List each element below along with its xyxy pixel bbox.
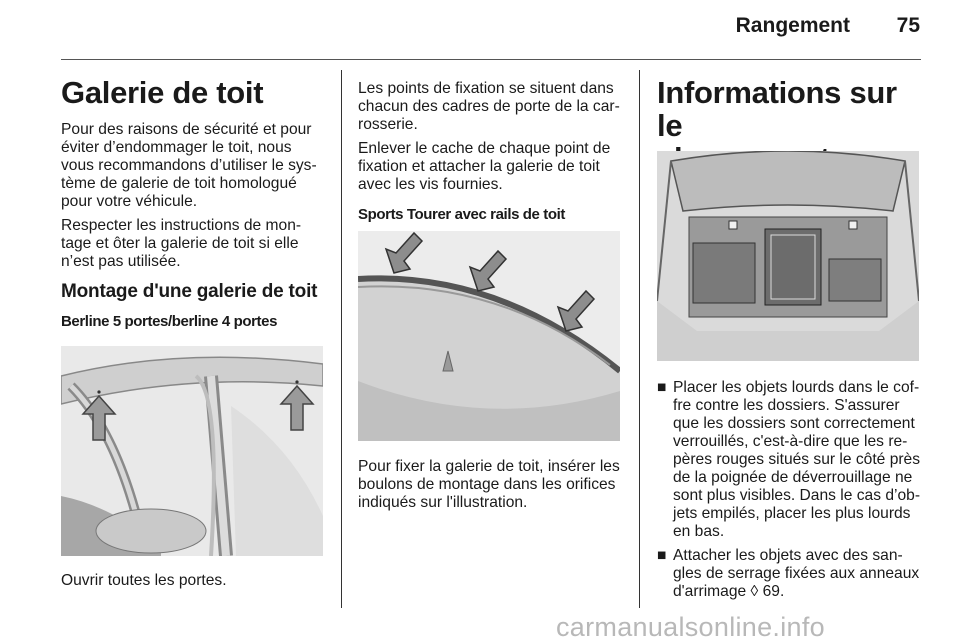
section-title: Galerie de toit bbox=[61, 75, 264, 110]
attach-paragraph: Enlever le cache de chaque point de fixation et attacher la galerie de toit avec les vis fournies. bbox=[358, 140, 611, 193]
instruction-paragraph: Respecter les instructions de mon- tage et ôter la galerie de toit si elle n’est pas utilisée. bbox=[61, 217, 302, 270]
trunk-loading-illustration bbox=[657, 151, 919, 361]
page-reference-icon: ◊ bbox=[750, 583, 759, 600]
column-rule-1 bbox=[341, 70, 342, 608]
variant-heading-sports-tourer: Sports Tourer avec rails de toit bbox=[358, 206, 565, 223]
page-reference-link[interactable]: 69. bbox=[762, 583, 785, 600]
left-caption: Ouvrir toutes les portes. bbox=[61, 572, 227, 589]
bolt-paragraph: Pour fixer la galerie de toit, insérer les boulons de montage dans les orifices indiqués sur l'illustration. bbox=[358, 458, 620, 511]
left-caption-block bbox=[61, 572, 333, 590]
left-column bbox=[61, 76, 333, 331]
intro-paragraph: Pour des raisons de sécurité et pour éviter d’endommager le toit, nous vous recommandons d’utiliser le sys- tème de galerie de toit homologué pour votre véhicule. bbox=[61, 121, 317, 210]
bullet-square: ■ bbox=[657, 547, 667, 564]
variant-heading: Berline 5 portes/berline 4 portes bbox=[61, 313, 278, 330]
page-number: 75 bbox=[896, 14, 920, 37]
list-item: ■ Placer les objets lourds dans le cof- fre contre les dossiers. S'assurer que les dossiers sont correctement verrouillés, c'est-à-dire que les re- pères rouges situés sur le côté près de la poignée de déverrouillage ne sont plus visibles. Dans le cas d’ob- jets empilés, placer les plus lourds en bas. bbox=[657, 379, 921, 540]
subsection-title: Montage d'une galerie de toit bbox=[61, 281, 318, 302]
sedan-roof-illustration bbox=[61, 346, 323, 556]
middle-column bbox=[358, 80, 630, 224]
fixation-points-paragraph: Les points de fixation se situent dans chacun des cadres de porte de la car- rosserie. bbox=[358, 80, 620, 133]
watermark: carmanualsonline.info bbox=[556, 612, 825, 642]
header-rule bbox=[61, 59, 921, 60]
bullet-square: ■ bbox=[657, 379, 667, 396]
running-header-title: Rangement bbox=[735, 14, 850, 37]
middle-caption-block bbox=[358, 458, 630, 512]
column-rule-2 bbox=[639, 70, 640, 608]
loading-info-title: Informations sur le bbox=[657, 75, 897, 143]
roof-rail-illustration bbox=[358, 231, 620, 441]
right-bullets bbox=[657, 379, 927, 601]
list-item: ■ Attacher les objets avec des san- gles de serrage fixées aux anneaux d'arrimage ◊ 69. bbox=[657, 547, 920, 600]
